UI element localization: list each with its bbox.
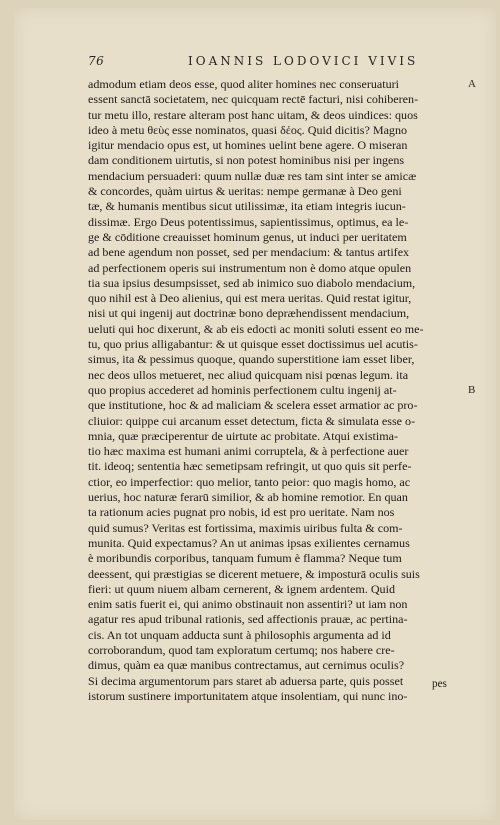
text-line: tur metu illo, restare alteram post hanc uitam, & deos uindices: quos [88, 109, 418, 122]
text-line: deessent, qui præstigias se dicerent metuere, & imposturā oculis suis [88, 568, 420, 581]
text-line: tit. ideoq; sententia hæc semetipsam refringit, ut quo quis sit perfe- [88, 461, 412, 474]
margin-letter-b: B [468, 384, 476, 396]
text-line: tu, quo prius alligabantur: & ut quisque esset doctissimus uel acutis- [88, 339, 418, 352]
text-line: ad perfectionem operis sui instrumentum non è domo atque opulen [88, 262, 412, 275]
text-line: Si decima argumentorum pars staret ab aduersa parte, quis posset [88, 675, 404, 688]
text-line: ueluti qui hoc dixerunt, & ab eis edocti ac moniti soluti essent eo me- [88, 323, 424, 336]
text-line: quo nihil est à Deo alienius, qui est mera ueritas. Quid restat igitur, [88, 293, 412, 306]
text-line: ta rationum acies pugnat pro nobis, id est pro ueritate. Nam nos [88, 507, 395, 520]
text-line: admodum etiam deos esse, quod aliter homines nec conseruaturi [88, 79, 400, 91]
text-line: ctior, eo imperfectior: quo melior, tanto peior: quo magis homo, ac [88, 476, 411, 489]
page-header [88, 54, 468, 70]
text-line: cis. An tot unquam adducta sunt à philosophis argumenta ad id [88, 629, 391, 642]
margin-letter-a: A [468, 78, 476, 90]
text-line: dam conditionem uirtutis, si non potest hominibus nisi per ingens [88, 155, 405, 168]
text-line: ideo à metu θεὺς esse nominatos, quasi δέος. Quid dicitis? Magno [88, 124, 408, 137]
text-line: agatur res apud tribunal rationis, sed affectionis prauæ, ac pertina- [88, 614, 408, 627]
catchword: pes [432, 678, 447, 690]
text-line: essent sanctā societatem, nec quicquam rectē facturi, nisi cohiberen- [88, 94, 419, 107]
text-line: mendacium persuaderi: quum nullæ duæ res tam sint inter se amicæ [88, 170, 417, 183]
text-line: mnia, quæ præciperentur de uirtute ac probitate. Atqui existima- [88, 430, 399, 443]
text-line: cliuior: quippe cui arcanum esset detectum, ficta & simulata esse o- [88, 415, 416, 428]
text-line: munita. Quid expectamus? An ut animas ipsas exilientes cernamus [88, 537, 410, 550]
text-line: enim satis fuerit ei, qui animo obstinauit non assentiri? ut iam non [88, 599, 408, 612]
text-line: nisi ut qui ingenij aut doctrinæ bono depræhendissent mendacium, [88, 308, 410, 321]
text-line: & concordes, quàm uirtus & ueritas: nempe germanæ à Deo geni [88, 186, 402, 199]
text-line: tia sua ipsius desumpsisset, sed ab inimico suo diabolo mendacium, [88, 277, 416, 290]
text-line: istorum sustinere importunitatem atque insolentiam, qui nunc ino- [88, 690, 408, 703]
text-line: que institutione, hoc & ad maliciam & scelera esset armatior ac pro- [88, 400, 418, 413]
text-line: uerius, hoc naturæ ferarū similior, & ab homine remotior. En quan [88, 492, 408, 505]
text-line: quo propius accederet ad hominis perfectionem cultu ingenij at- [88, 384, 397, 397]
text-line: ge & cōditione creauisset hominum genus, ut induci per ueritatem [88, 231, 407, 244]
text-line: ad bene agendum non posset, sed per mendacium: & tantus artifex [88, 247, 410, 260]
text-line: dimus, quàm ea quæ manibus contrectamus, aut cernimus oculis? [88, 660, 405, 673]
text-line: igitur mendacio opus est, ut homines uelint bene agere. O miseran [88, 140, 408, 153]
text-line: fieri: ut quum niuem albam cernerent, & ignem ardentem. Quid [88, 583, 396, 596]
running-head: IOANNIS LODOVICI VIVIS [188, 54, 419, 68]
text-line: tio hæc maxima est humani animi corruptela, & à perfectione auer [88, 446, 409, 459]
text-line: nec deos ullos metueret, nec aliud quicquam nisi pœnas legum. ita [88, 369, 409, 382]
text-line: simus, ita & pessimus quoque, quando superstitione iam esset liber, [88, 354, 415, 367]
body-text [88, 78, 464, 705]
text-line: è moribundis corporibus, tanquam fumum è flamma? Neque tum [88, 553, 402, 566]
folio-number: 76 [88, 54, 105, 68]
text-line: dissimæ. Ergo Deus potentissimus, sapientissimus, optimus, ea le- [88, 216, 409, 229]
text-line: tæ, & humanis mentibus sicut utilissimæ, ita etiam integris iucun- [88, 201, 406, 214]
text-line: corroborandum, quod tam exploratum certumq; nos habere cre- [88, 644, 395, 657]
text-line: quid sumus? Veritas est fortissima, maximis uiribus fulta & com- [88, 522, 403, 535]
